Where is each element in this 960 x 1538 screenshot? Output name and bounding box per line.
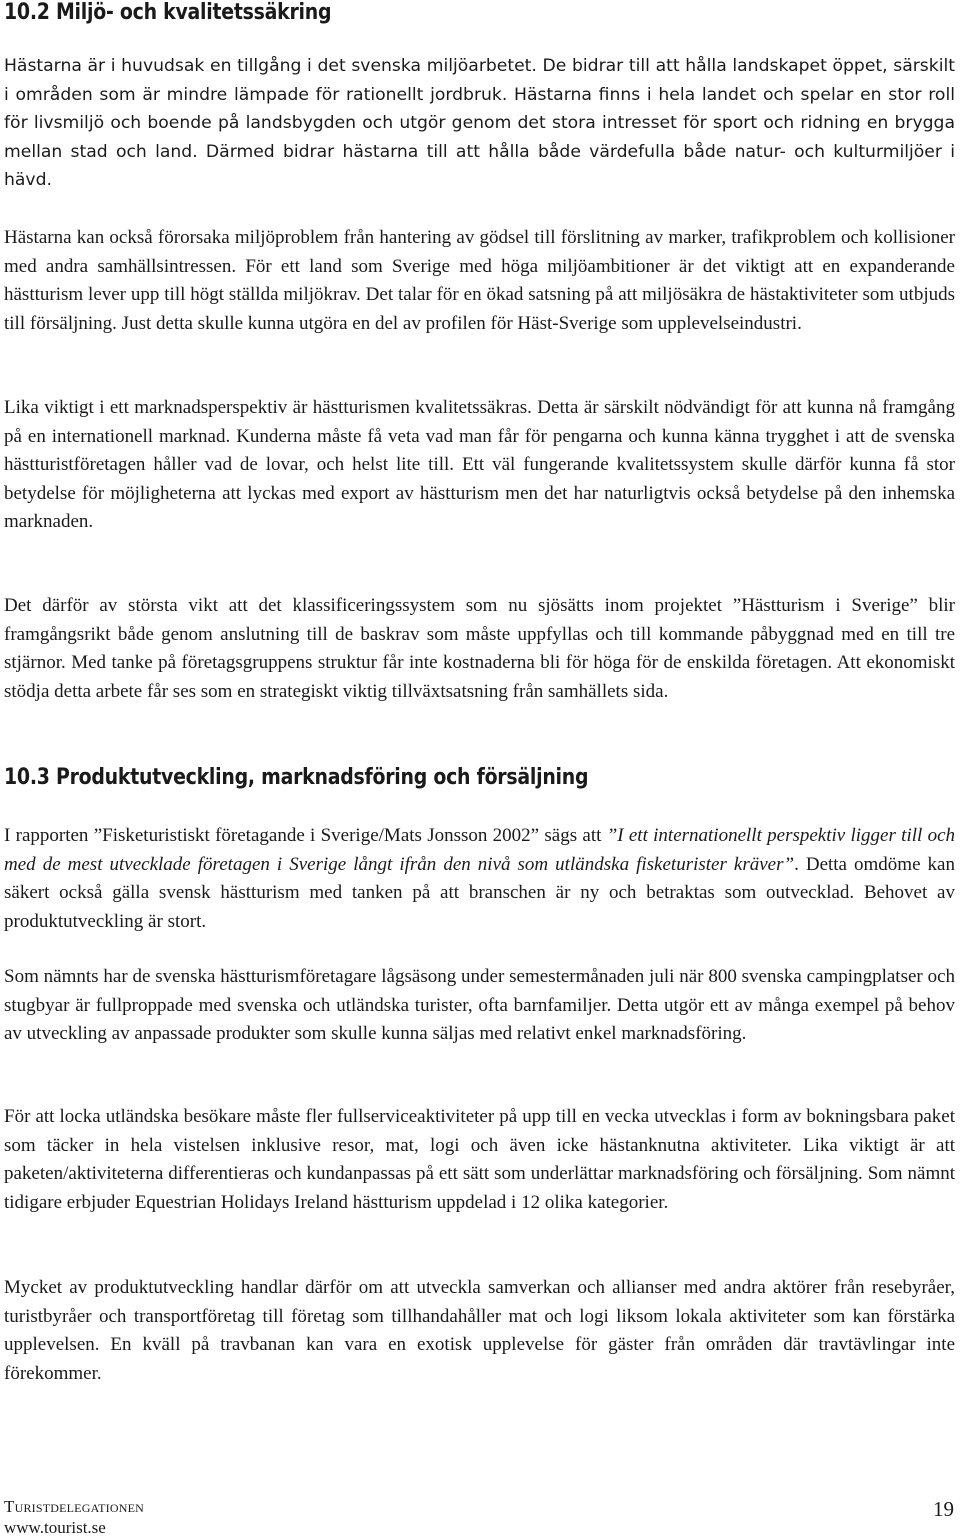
paragraph-3: Lika viktigt i ett marknadsperspektiv är hästturismen kvalitetssäkras. Detta är särskilt nödvändigt för att kunna nå framgång på en internationell marknad. Kunderna måste få veta vad man får för pengarna och kunna känna trygghet i att de svenska hästturistföretagen håller vad de lovar, och helst lite till. Ett väl fungerande kvalitetssystem skulle därför kunna få stor betydelse för möjligheterna att lyckas med export av hästturism men det har naturligtvis också betydelse på den inhemska marknaden.: [4, 397, 955, 532]
paragraph-8: Mycket av produktutveckling handlar därför om att utveckla samverkan och allianser med andra aktörer från resebyråer, turistbyråer och transportföretag till företag som tillhandahåller mat och logi liksom lokala aktiviteter som kan förstärka upplevelsen. En kväll på travbanan kan vara en exotisk upplevelse för gäster från områden där travtävlingar inte förekommer.: [4, 1277, 955, 1384]
footer-organization: Turistdelegationen: [4, 1497, 144, 1516]
paragraph-1: Hästarna är i huvudsak en tillgång i det svenska miljöarbetet. De bidrar till att hålla landskapet öppet, särskilt i områden som är mindre lämpade för rationellt jordbruk. Hästarna finns i hela landet och spelar en stor roll för livsmiljö och boende på landsbygden och utgör genom det stora intresset för sport och ridning en brygga mellan stad och land. Därmed bidrar hästarna till att hålla både värdefulla både natur- och kulturmiljöer i hävd.: [4, 56, 955, 190]
paragraph-7: För att locka utländska besökare måste fler fullserviceaktiviteter på upp till en vecka utvecklas i form av bokningsbara paket som täcker in hela vistelsen inklusive resor, mat, logi och även icke hästanknutna aktiviteter. Lika viktigt är att paketen/aktiviteterna differentieras och kundanpassas på ett sätt som underlättar marknadsföring och försäljning. Som nämnt tidigare erbjuder Equestrian Holidays Ireland hästturism uppdelad i 12 olika kategorier.: [4, 1106, 955, 1213]
paragraph-6: Som nämnts har de svenska hästturismföretagare lågsäsong under semestermånaden juli när 800 svenska campingplatser och stugbyar är fullproppade med svenska och utländska turister, ofta barnfamiljer. Detta utgör ett av många exempel på behov av utveckling av anpassade produkter som skulle kunna säljas med relativt enkel marknadsföring.: [4, 966, 955, 1044]
section-heading-produktutveckling: 10.3 Produktutveckling, marknadsföring och försäljning: [4, 765, 589, 790]
paragraph-5: [4, 822, 955, 936]
page-number: 19: [933, 1497, 954, 1521]
paragraph-5-quote: ”I ett internationellt perspektiv ligger till och med de mest utvecklade företagen i Sverige långt ifrån den nivå som utländska fisketurister kräver”: [4, 825, 956, 875]
paragraph-5-rest: . Detta omdöme kan säkert också gälla svensk hästturism med tanken på att branschen är ny och betraktas som outvecklad. Behovet av produktutveckling är stort.: [4, 853, 955, 932]
footer-website-link[interactable]: www.tourist.se: [4, 1518, 106, 1537]
section-heading-miljo: 10.2 Miljö- och kvalitetssäkring: [4, 0, 332, 25]
paragraph-4: Det därför av största vikt att det klassificeringssystem som nu sjösätts inom projektet ”Hästturism i Sverige” blir framgångsrikt både genom anslutning till de baskrav som måste uppfyllas och till kommande påbyggnad med en till tre stjärnor. Med tanke på företagsgruppens struktur får inte kostnaderna bli för höga för de enskilda företagen. Att ekonomiskt stödja detta arbete får ses som en strategiskt viktig tillväxtsatsning från samhällets sida.: [4, 595, 955, 702]
paragraph-5-intro: I rapporten ”Fisketuristiskt företagande i Sverige/Mats Jonsson 2002” sägs att: [4, 825, 607, 846]
paragraph-2: Hästarna kan också förorsaka miljöproblem från hantering av gödsel till förslitning av marker, trafikproblem och kollisioner med andra samhällsintressen. För ett land som Sverige med höga miljöambitioner är det viktigt att en expanderande hästturism lever upp till högt ställda miljökrav. Det talar för en ökad satsning på att miljösäkra de hästaktiviteter som utbjuds till försäljning. Just detta skulle kunna utgöra en del av profilen för Häst-Sverige som upplevelseindustri.: [4, 227, 955, 334]
